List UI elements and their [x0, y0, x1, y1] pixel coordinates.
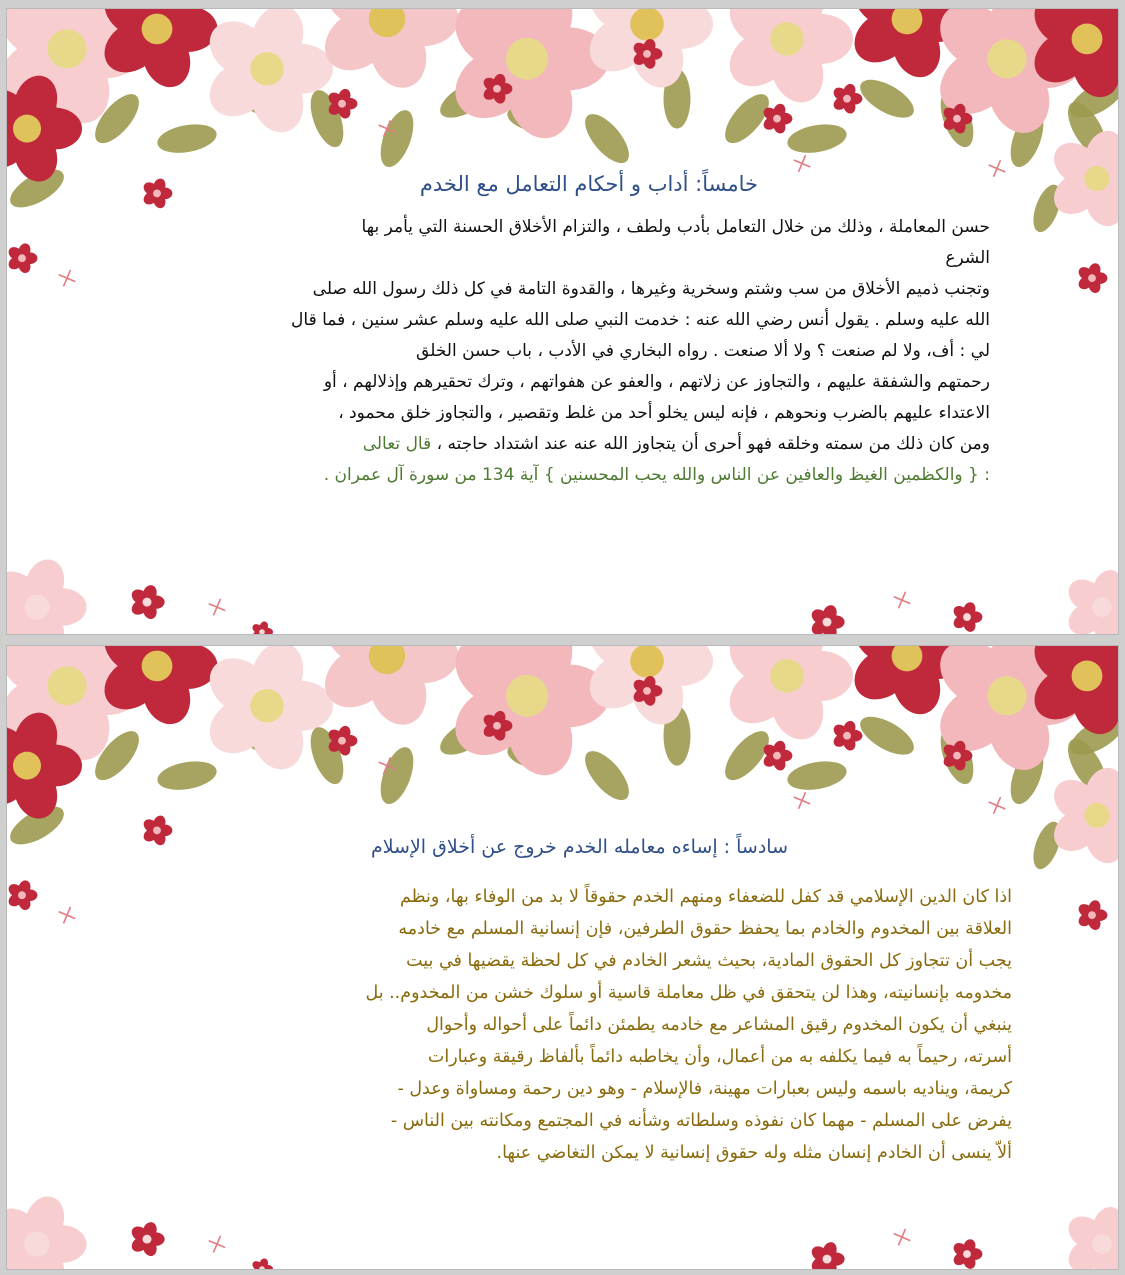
text-line — [170, 429, 990, 460]
text-line: العلاقة بين المخدوم والخادم بما يحفظ حقوق الطرفين، فإن إنسانية المسلم مع خادمه — [398, 919, 1012, 939]
text-line: مخدومه بإنسانيته، وهذا لن يتحقق في ظل معاملة قاسية أو سلوك خشن من المخدوم.. بل — [365, 983, 1012, 1003]
section-body-6 — [192, 881, 1012, 1169]
section-title-6: سادساً : إساءه معامله الخدم خروج عن أخلاق الإسلام — [370, 836, 788, 858]
section-title-5: خامساً: أداب و أحكام التعامل مع الخدم — [419, 172, 758, 196]
text-line: الاعتداء عليهم بالضرب ونحوهم ، فإنه ليس يخلو أحد من غلط وتقصير ، والتجاوز خلق محمود ، — [338, 403, 990, 423]
page-card-1 — [6, 8, 1119, 635]
text-line: ينبغي أن يكون المخدوم رقيق المشاعر مع خادمه يطمئن دائماً على أحواله وأحوال — [426, 1015, 1012, 1035]
text-line: ألاّ ينسى أن الخادم إنسان مثله وله حقوق إنسانية لا يمكن التغاضي عنها. — [496, 1143, 1012, 1163]
text-line: يجب أن تتجاوز كل الحقوق المادية، بحيث يشعر الخادم في كل لحظة يقضيها في بيت — [406, 951, 1012, 971]
text-line: كريمة، ويناديه باسمه وليس بعبارات مهينة، فالإسلام - وهو دين رحمة ومساواة وعدل - — [397, 1079, 1012, 1099]
text-line: حسن المعاملة ، وذلك من خلال التعامل بأدب ولطف ، والتزام الأخلاق الحسنة التي يأمر بها — [361, 217, 990, 237]
quran-intro: قال تعالى — [362, 434, 432, 454]
text-line: يفرض على المسلم - مهما كان نفوذه وسلطاته وشأنه في المجتمع ومكانته بين الناس - — [390, 1111, 1012, 1131]
quran-verse: : { والكظمين الغيظ والعافين عن الناس والله يحب المحسنين } آية 134 من سورة آل عمران . — [323, 465, 990, 485]
page-card-2 — [6, 645, 1119, 1270]
section-body-5 — [170, 212, 990, 491]
text-line: أسرته، رحيماً به فيما يكلفه به من أعمال، وأن يخاطبه دائماً بألفاظ رقيقة وعبارات — [427, 1047, 1012, 1067]
text-line: رحمتهم والشفقة عليهم ، والتجاوز عن زلاتهم ، والعفو عن هفواتهم ، وترك تحقيرهم وإذلالهم ، أو — [323, 372, 990, 392]
text-line-main: ومن كان ذلك من سمته وخلقه فهو أحرى أن يتجاوز الله عنه عند اشتداد حاجته ، — [431, 434, 990, 454]
text-line: وتجنب ذميم الأخلاق من سب وشتم وسخرية وغيرها ، والقدوة التامة في كل ذلك رسول الله صلى — [312, 279, 990, 299]
text-line: اذا كان الدين الإسلامي قد كفل للضعفاء ومنهم الخدم حقوقاً لا بد من الوفاء بها، ونظم — [400, 887, 1012, 907]
text-line: الله عليه وسلم . يقول أنس رضي الله عنه : خدمت النبي صلى الله عليه وسلم عشر سنين ، فما قال — [291, 310, 990, 330]
text-line: الشرع — [945, 248, 990, 268]
text-line: لي : أف، ولا لم صنعت ؟ ولا ألا صنعت . رواه البخاري في الأدب ، باب حسن الخلق — [416, 341, 990, 361]
